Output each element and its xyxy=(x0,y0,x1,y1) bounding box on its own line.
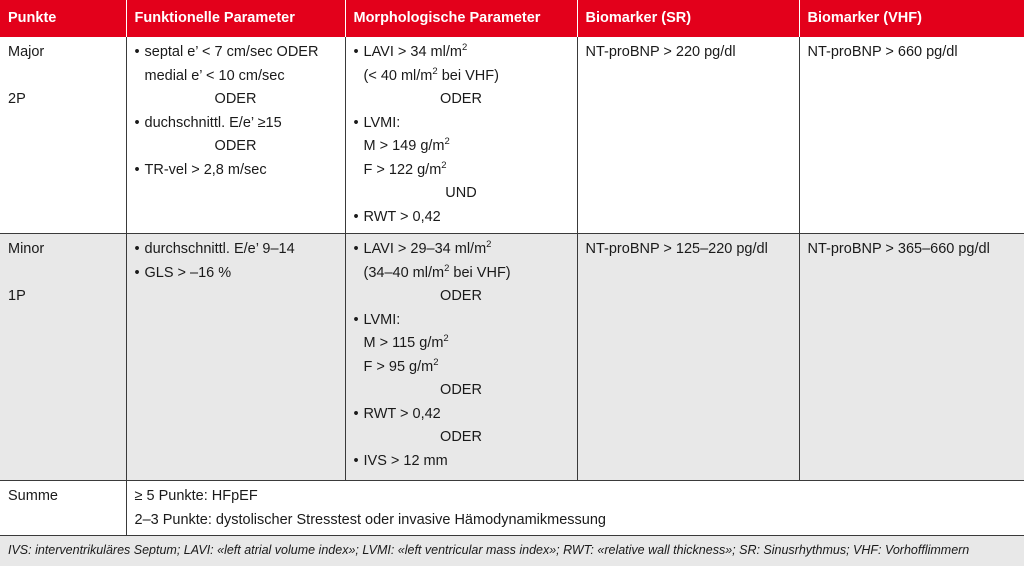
minor-morph-lavi: • LAVI > 29–34 $ml/m^2$ xyxy=(354,238,569,262)
major-points-cell xyxy=(0,37,126,234)
header-funktionelle-parameter: Funktionelle Parameter xyxy=(126,0,345,37)
major-func-oder: ODER xyxy=(214,138,257,154)
summe-line: 2–3 Punkte: dystolischer Stresstest oder invasive Hämodynamikmessung xyxy=(134,511,606,528)
summe-label: Summe xyxy=(0,481,126,536)
minor-func-item: • GLS > –16 % xyxy=(135,262,337,286)
summe-line: ≥ 5 Punkte: HFpEF xyxy=(134,488,258,504)
summe-row xyxy=(0,481,1024,536)
major-func-item: • septal e’ < 7 cm/sec ODER xyxy=(135,41,337,65)
minor-sr-value: NT-proBNP > 125–220 pg/dl xyxy=(585,241,768,257)
major-func-item-cont: medial e’ < 10 cm/sec xyxy=(144,67,285,84)
header-morphologische-parameter: Morphologische Parameter xyxy=(345,0,577,37)
major-func-item: • TR-vel > 2,8 m/sec xyxy=(135,159,337,183)
minor-morph-ivs: • IVS > 12 mm xyxy=(354,450,569,474)
major-morph-lavi: • LAVI > 34 $ml/m^2$ xyxy=(354,41,569,65)
minor-func-cell xyxy=(126,234,345,481)
minor-morph-lavi-vhf: (34–40 $ml/m^2$ bei VHF) xyxy=(363,262,511,281)
header-punkte: Punkte xyxy=(0,0,126,37)
major-morph-oder: ODER xyxy=(440,91,482,107)
major-func-oder: ODER xyxy=(214,91,257,107)
minor-morph-oder: ODER xyxy=(440,288,482,304)
footnote: IVS: interventrikuläres Septum; LAVI: «left atrial volume index»; LVMI: «left ventricular mass index»; RWT: «relative wall thickness»; SR: Sinusrhythmus; VHF: Vorhofflimmern xyxy=(0,536,1024,567)
major-morph-und: UND xyxy=(445,185,477,201)
minor-sr-cell xyxy=(577,234,799,481)
minor-morph-lvmi-f: F > 95 $g/m^2$ xyxy=(363,356,439,375)
major-row xyxy=(0,37,1024,234)
major-vhf-value: NT-proBNP > 660 pg/dl xyxy=(807,44,958,60)
minor-morph-rwt: • RWT > 0,42 xyxy=(354,403,569,427)
major-morph-lvmi: • LVMI: xyxy=(354,112,569,136)
major-morph-lavi-vhf: (< 40 $ml/m^2$ bei VHF) xyxy=(363,65,499,84)
major-morph-cell xyxy=(345,37,577,234)
minor-morph-oder: ODER xyxy=(440,429,482,445)
header-row xyxy=(0,0,1024,37)
minor-morph-lvmi: • LVMI: xyxy=(354,309,569,333)
major-points: 2P xyxy=(8,90,26,107)
minor-morph-cell xyxy=(345,234,577,481)
minor-points-cell xyxy=(0,234,126,481)
header-biomarker-vhf: Biomarker (VHF) xyxy=(799,0,1024,37)
minor-vhf-cell xyxy=(799,234,1024,481)
major-morph-lvmi-m: M > 149 $g/m^2$ xyxy=(363,136,450,154)
major-func-item: • duchschnittl. E/e’ ≥15 xyxy=(135,112,337,136)
major-morph-lvmi-f: F > 122 $g/m^2$ xyxy=(363,159,447,178)
major-func-cell xyxy=(126,37,345,234)
summe-content xyxy=(126,481,1024,536)
minor-points: 1P xyxy=(8,287,26,304)
major-morph-rwt: • RWT > 0,42 xyxy=(354,206,569,230)
major-label: Major xyxy=(8,44,45,60)
footnote-row xyxy=(0,536,1024,567)
minor-label: Minor xyxy=(8,241,45,257)
minor-func-item: • durchschnittl. E/e’ 9–14 xyxy=(135,238,337,262)
major-vhf-cell xyxy=(799,37,1024,234)
header-biomarker-sr: Biomarker (SR) xyxy=(577,0,799,37)
minor-morph-lvmi-m: M > 115 $g/m^2$ xyxy=(363,333,449,351)
major-sr-value: NT-proBNP > 220 pg/dl xyxy=(585,44,736,60)
major-sr-cell xyxy=(577,37,799,234)
minor-morph-oder: ODER xyxy=(440,382,482,398)
minor-row xyxy=(0,234,1024,481)
minor-vhf-value: NT-proBNP > 365–660 pg/dl xyxy=(807,241,990,257)
